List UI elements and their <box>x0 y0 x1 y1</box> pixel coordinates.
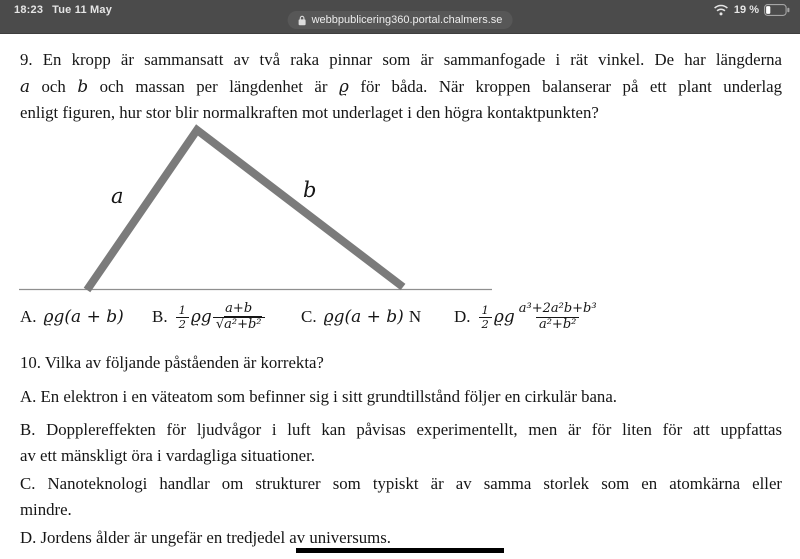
option-a-label: A. <box>20 307 37 326</box>
question-9-text <box>20 47 782 126</box>
wifi-icon <box>713 4 729 16</box>
q9-line-1: 9. En kropp är sammansatt av två raka pinnar som är sammanfogade i rät vinkel. De har längderna <box>20 50 782 69</box>
option-b-fraction: $\frac{a+b}{\text{√a²+b²}}$ <box>213 302 265 332</box>
status-bar <box>0 0 800 34</box>
q9-line-2: a och b och massan per längdenhet är ϱ för båda. När kroppen balanserar på ett plant underlag <box>20 76 783 96</box>
option-d-half-fraction: $\frac{1}{2}$ <box>479 304 492 330</box>
option-c-formula: ϱg(a + b) <box>323 307 404 327</box>
option-c-label: C. <box>301 307 317 326</box>
rod-label-a: a <box>111 184 124 208</box>
q10-statement-a: A. En elektron i en väteatom som befinner sig i sitt grundtillstånd följer en cirkulär bana. <box>20 387 617 406</box>
option-b-coefficient: ϱg <box>190 307 212 327</box>
question-10-title: 10. Vilka av följande påståenden är korrekta? <box>20 353 324 372</box>
sqrt-symbol: √ <box>215 316 225 332</box>
clock-and-date <box>14 4 112 16</box>
option-b-half-fraction: $\frac{1}{2}$ <box>176 304 189 330</box>
option-d <box>454 295 601 339</box>
option-b-label: B. <box>152 307 168 326</box>
status-time: 18:23 <box>14 4 44 16</box>
option-a-formula: ϱg(a + b) <box>43 307 124 327</box>
option-d-label: D. <box>454 307 471 326</box>
status-date: Tue 11 May <box>52 4 113 16</box>
option-a <box>20 295 124 339</box>
lock-icon <box>298 15 307 26</box>
q10-statement-b-line2: av ett mänskligt öra i vardagliga situationer. <box>20 446 315 465</box>
q9-line-3: enligt figuren, hur stor blir normalkraften mot underlaget i den högra kontaktpunkten? <box>20 103 599 122</box>
battery-percent: 19 % <box>733 4 759 16</box>
rod-label-b: b <box>303 178 317 202</box>
battery-icon <box>764 4 790 16</box>
option-d-coefficient: ϱg <box>493 307 515 327</box>
address-bar[interactable] <box>288 11 513 29</box>
option-b <box>152 295 266 339</box>
underline-annotation <box>296 548 504 553</box>
q10-statement-c-line2: mindre. <box>20 500 72 519</box>
option-c-unit: N <box>408 307 422 326</box>
option-d-fraction: $\frac{\text{a³+2a²b+b³}}{\text{a²+b²}}$ <box>518 300 597 332</box>
option-c <box>301 295 421 339</box>
q10-statement-b-line1: B. Dopplereffekten för ljudvågor i luft kan påvisas experimentellt, men är för liten för att uppfattas <box>20 420 782 439</box>
status-icons <box>713 4 790 16</box>
q10-statement-d: D. Jordens ålder är ungefär en tredjedel av universums. <box>20 528 391 547</box>
url-text: webbpublicering360.portal.chalmers.se <box>311 14 503 26</box>
q10-statement-c-line1: C. Nanoteknologi handlar om strukturer som typiskt är av samma storlek som en atomkärna eller <box>20 474 782 493</box>
rod-polyline <box>87 130 403 290</box>
